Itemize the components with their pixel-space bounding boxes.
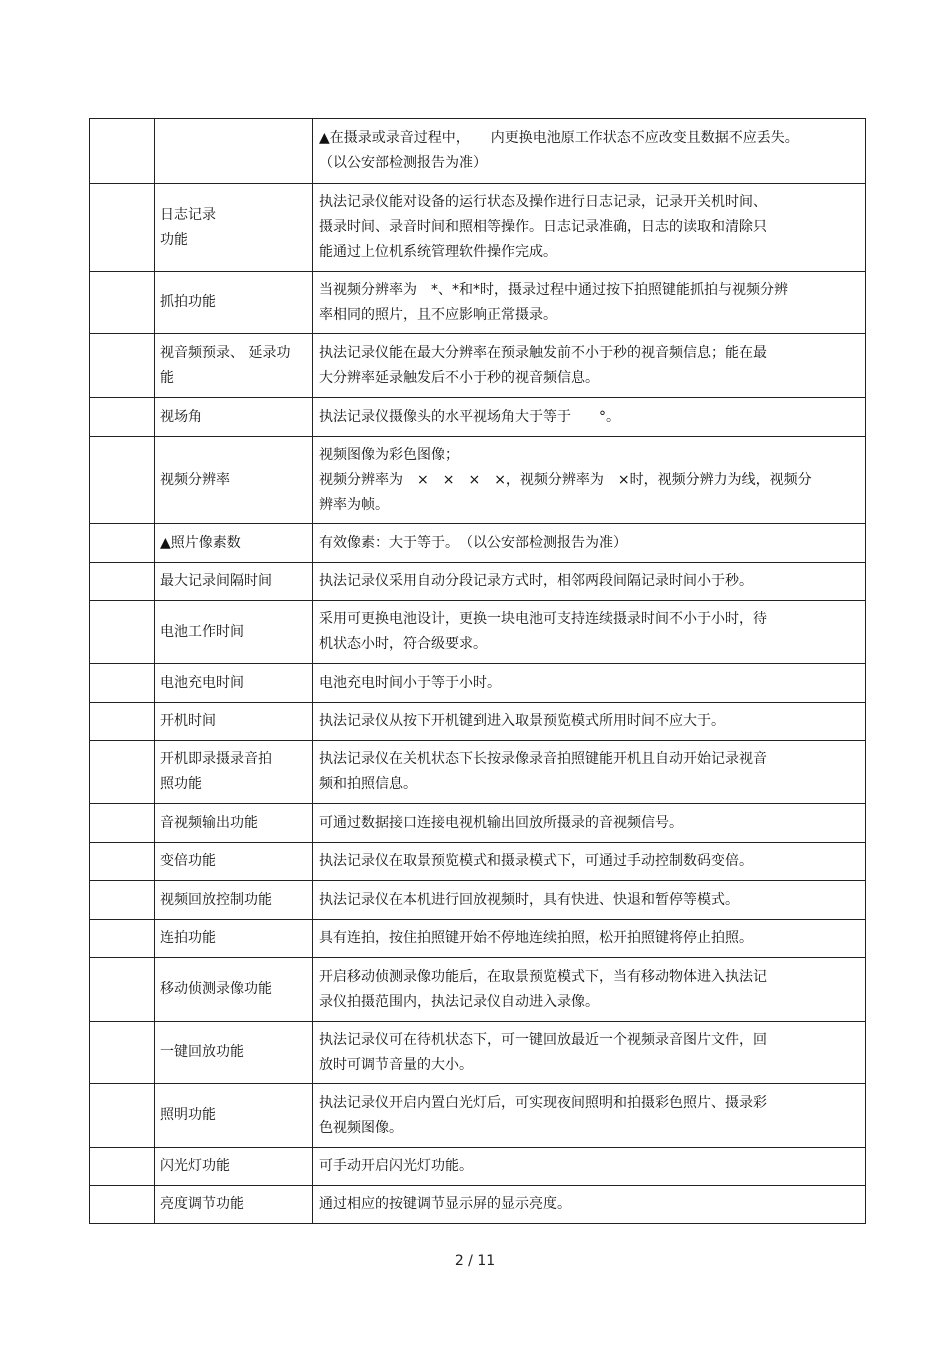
requirement-cell xyxy=(313,664,866,703)
requirement-line: 能通过上位机系统管理软件操作完成。 xyxy=(319,244,557,260)
requirement-cell xyxy=(313,1186,866,1224)
feature-name-cell xyxy=(155,272,313,334)
requirement-line: 通过相应的按键调节显示屏的显示亮度。 xyxy=(319,1196,571,1212)
requirement-line: 执法记录仪在本机进行回放视频时，具有快进、快退和暂停等模式。 xyxy=(319,891,739,908)
requirement-line: 执法记录仪摄像头的水平视场角大于等于 °。 xyxy=(319,408,620,425)
feature-name-line: 照功能 xyxy=(160,776,202,792)
requirement-cell xyxy=(313,398,866,437)
requirement-cell xyxy=(313,601,866,664)
row-index-cell xyxy=(90,664,155,703)
requirement-line: 率相同的照片，且不应影响正常摄录。 xyxy=(319,306,557,323)
requirement-cell xyxy=(313,184,866,272)
spec-table-body xyxy=(90,119,866,1224)
table-row xyxy=(90,334,866,398)
feature-name-line: 移动侦测录像功能 xyxy=(160,981,272,997)
row-index-cell xyxy=(90,881,155,920)
feature-name-cell xyxy=(155,703,313,741)
feature-name-line: 闪光灯功能 xyxy=(160,1158,230,1174)
requirement-cell xyxy=(313,958,866,1022)
requirement-line: 采用可更换电池设计，更换一块电池可支持连续摄录时间不小于小时，待 xyxy=(319,611,767,627)
feature-name-cell xyxy=(155,601,313,664)
feature-name-line: ▲照片像素数 xyxy=(160,534,241,551)
requirement-cell xyxy=(313,272,866,334)
feature-name-cell xyxy=(155,920,313,958)
requirement-cell xyxy=(313,920,866,958)
table-row xyxy=(90,664,866,703)
row-index-cell xyxy=(90,437,155,524)
feature-name-cell xyxy=(155,804,313,843)
requirement-line: 辨率为帧。 xyxy=(319,496,389,513)
table-row xyxy=(90,272,866,334)
table-row xyxy=(90,920,866,958)
feature-name-line: 照明功能 xyxy=(160,1107,216,1123)
feature-name-cell xyxy=(155,563,313,601)
feature-name-line: 一键回放功能 xyxy=(160,1044,244,1060)
requirement-line: 执法记录仪可在待机状态下，可一键回放最近一个视频录音图片文件，回 xyxy=(319,1031,767,1048)
requirement-line: 执法记录仪能对设备的运行状态及操作进行日志记录，记录开关机时间、 xyxy=(319,194,767,210)
feature-name-cell xyxy=(155,881,313,920)
table-row xyxy=(90,703,866,741)
requirement-line: 当视频分辨率为 *、*和*时，摄录过程中通过按下拍照键能抓拍与视频分辨 xyxy=(319,281,788,298)
requirement-line: 视频图像为彩色图像； xyxy=(319,446,459,463)
feature-name-cell xyxy=(155,524,313,563)
feature-name-line: 电池充电时间 xyxy=(160,674,244,691)
requirement-cell xyxy=(313,119,866,184)
requirement-line: （以公安部检测报告为准） xyxy=(319,155,487,171)
requirement-line: 执法记录仪从按下开机键到进入取景预览模式所用时间不应大于。 xyxy=(319,713,725,729)
table-row xyxy=(90,184,866,272)
requirement-line: 可手动开启闪光灯功能。 xyxy=(319,1158,473,1174)
row-index-cell xyxy=(90,1148,155,1186)
requirement-cell xyxy=(313,437,866,524)
requirement-line: 机状态小时，符合级要求。 xyxy=(319,636,487,652)
spec-table xyxy=(89,118,866,1224)
row-index-cell xyxy=(90,1186,155,1224)
feature-name-cell xyxy=(155,843,313,881)
row-index-cell xyxy=(90,398,155,437)
row-index-cell xyxy=(90,601,155,664)
table-row xyxy=(90,563,866,601)
requirement-cell xyxy=(313,881,866,920)
feature-name-cell xyxy=(155,334,313,398)
feature-name-cell xyxy=(155,437,313,524)
feature-name-line: 视音频预录、 延录功 xyxy=(160,344,291,361)
feature-name-cell xyxy=(155,1148,313,1186)
requirement-line: 电池充电时间小于等于小时。 xyxy=(319,674,501,691)
requirement-line: 放时可调节音量的大小。 xyxy=(319,1056,473,1073)
requirement-line: 视频分辨率为 × × × ×，视频分辨率为 ×时，视频分辨力为线，视频分 xyxy=(319,471,812,488)
requirement-line: 大分辨率延录触发后不小于秒的视音频信息。 xyxy=(319,369,599,386)
table-row xyxy=(90,437,866,524)
feature-name-line: 视频回放控制功能 xyxy=(160,891,272,908)
feature-name-line: 亮度调节功能 xyxy=(160,1196,244,1212)
requirement-line: 有效像素：大于等于。 （以公安部检测报告为准） xyxy=(319,534,627,551)
feature-name-cell xyxy=(155,1022,313,1084)
requirement-cell xyxy=(313,334,866,398)
row-index-cell xyxy=(90,334,155,398)
requirement-cell xyxy=(313,1022,866,1084)
table-row xyxy=(90,524,866,563)
row-index-cell xyxy=(90,741,155,804)
feature-name-cell xyxy=(155,664,313,703)
requirement-cell xyxy=(313,524,866,563)
row-index-cell xyxy=(90,119,155,184)
feature-name-cell xyxy=(155,1084,313,1148)
requirement-line: 可通过数据接口连接电视机输出回放所摄录的音视频信号。 xyxy=(319,814,683,831)
table-row xyxy=(90,601,866,664)
feature-name-cell xyxy=(155,398,313,437)
requirement-line: 开启移动侦测录像功能后，在取景预览模式下，当有移动物体进入执法记 xyxy=(319,968,767,985)
requirement-cell xyxy=(313,741,866,804)
feature-name-line: 开机时间 xyxy=(160,713,216,729)
requirement-line: 执法记录仪在关机状态下长按录像录音拍照键能开机且自动开始记录视音 xyxy=(319,751,767,767)
table-row xyxy=(90,958,866,1022)
feature-name-line: 开机即录摄录音拍 xyxy=(160,751,272,767)
feature-name-cell xyxy=(155,1186,313,1224)
feature-name-cell xyxy=(155,119,313,184)
row-index-cell xyxy=(90,563,155,601)
requirement-line: 执法记录仪采用自动分段记录方式时，相邻两段间隔记录时间小于秒。 xyxy=(319,573,753,589)
row-index-cell xyxy=(90,272,155,334)
table-row xyxy=(90,1022,866,1084)
feature-name-cell xyxy=(155,958,313,1022)
row-index-cell xyxy=(90,703,155,741)
row-index-cell xyxy=(90,843,155,881)
table-row xyxy=(90,398,866,437)
feature-name-line: 变倍功能 xyxy=(160,853,216,869)
page-number: 2 / 11 xyxy=(454,1253,496,1269)
feature-name-line: 功能 xyxy=(160,231,188,248)
table-row xyxy=(90,843,866,881)
row-index-cell xyxy=(90,184,155,272)
requirement-cell xyxy=(313,563,866,601)
requirement-line: 执法记录仪能在最大分辨率在预录触发前不小于秒的视音频信息；能在最 xyxy=(319,344,767,361)
feature-name-line: 电池工作时间 xyxy=(160,623,244,640)
requirement-cell xyxy=(313,703,866,741)
requirement-cell xyxy=(313,1084,866,1148)
requirement-line: ▲在摄录或录音过程中， 内更换电池原工作状态不应改变且数据不应丢失。 xyxy=(319,130,799,146)
requirement-line: 录仪拍摄范围内，执法记录仪自动进入录像。 xyxy=(319,993,599,1010)
feature-name-line: 日志记录 xyxy=(160,206,216,223)
requirement-line: 色视频图像。 xyxy=(319,1119,403,1136)
feature-name-line: 视频分辨率 xyxy=(160,471,230,488)
requirement-cell xyxy=(313,843,866,881)
table-row xyxy=(90,119,866,184)
feature-name-line: 最大记录间隔时间 xyxy=(160,573,272,589)
feature-name-line: 视场角 xyxy=(160,408,202,425)
row-index-cell xyxy=(90,804,155,843)
table-row xyxy=(90,741,866,804)
feature-name-cell xyxy=(155,184,313,272)
requirement-cell xyxy=(313,1148,866,1186)
row-index-cell xyxy=(90,920,155,958)
requirement-line: 执法记录仪开启内置白光灯后，可实现夜间照明和拍摄彩色照片、摄录彩 xyxy=(319,1094,767,1111)
feature-name-line: 音视频输出功能 xyxy=(160,814,258,831)
requirement-line: 具有连拍，按住拍照键开始不停地连续拍照，松开拍照键将停止拍照。 xyxy=(319,930,753,946)
requirement-line: 频和拍照信息。 xyxy=(319,776,417,792)
table-row xyxy=(90,804,866,843)
feature-name-line: 连拍功能 xyxy=(160,930,216,946)
feature-name-line: 能 xyxy=(160,369,174,386)
table-row xyxy=(90,1148,866,1186)
feature-name-line: 抓拍功能 xyxy=(160,294,216,310)
requirement-cell xyxy=(313,804,866,843)
row-index-cell xyxy=(90,524,155,563)
table-row xyxy=(90,1084,866,1148)
table-row xyxy=(90,1186,866,1224)
row-index-cell xyxy=(90,1022,155,1084)
row-index-cell xyxy=(90,958,155,1022)
row-index-cell xyxy=(90,1084,155,1148)
requirement-line: 摄录时间、录音时间和照相等操作。日志记录准确，日志的读取和清除只 xyxy=(319,219,767,235)
requirement-line: 执法记录仪在取景预览模式和摄录模式下，可通过手动控制数码变倍。 xyxy=(319,853,753,869)
feature-name-cell xyxy=(155,741,313,804)
table-row xyxy=(90,881,866,920)
